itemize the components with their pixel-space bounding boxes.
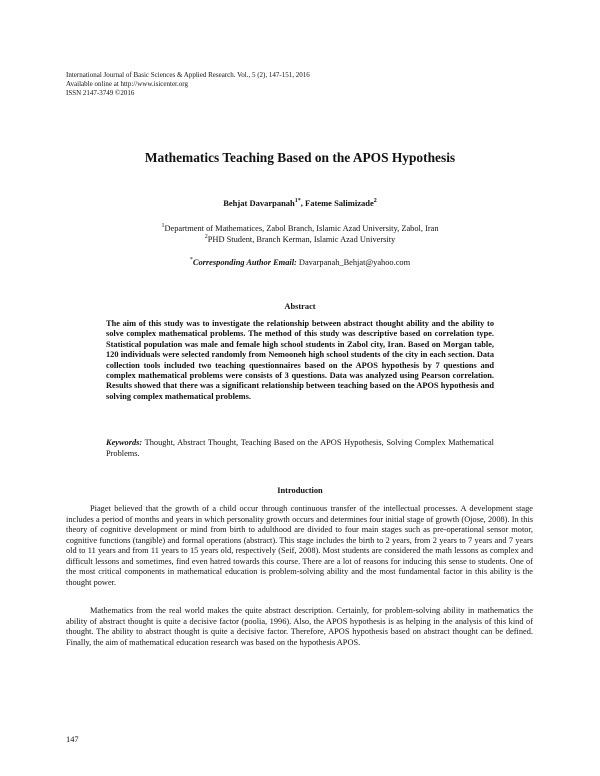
author-1-name: Behjat Davarpanah bbox=[223, 198, 295, 208]
paper-title: Mathematics Teaching Based on the APOS Hypothesis bbox=[144, 150, 456, 165]
page-number: 147 bbox=[66, 735, 79, 744]
keywords-text: Thought, Abstract Thought, Teaching Based on the APOS Hypothesis, Solving Complex Mathematical Problems. bbox=[106, 438, 494, 458]
keywords-label: Keywords: bbox=[106, 438, 143, 447]
affiliation-2-text: PHD Student, Branch Kerman, Islamic Azad University bbox=[207, 235, 396, 244]
affiliation-2 bbox=[0, 234, 600, 245]
keywords bbox=[106, 437, 494, 459]
corresponding-sup: * bbox=[189, 257, 193, 264]
affiliations bbox=[0, 223, 600, 245]
introduction-section-1 bbox=[66, 504, 533, 588]
introduction-paragraph-2: Mathematics from the real world makes the quite abstract description. Certainly, for problem-solving ability in mathematics the ability of abstract thought is quite a decisive factor (poolia, 1996). Also, the APOS hypothesis is as helping in the analysis of this kind of thought. The ability to abstract thought is quite a decisive factor. Therefore, APOS hypothesis based on abstract thought can be defined. Finally, the aim of mathematical education research was based on the hypothesis APOS. bbox=[66, 606, 533, 647]
corresponding-label: Corresponding Author Email: bbox=[192, 258, 297, 267]
journal-citation: International Journal of Basic Sciences & Applied Research. Vol., 5 (2), 147-151, 2016 bbox=[66, 71, 310, 79]
author-2-name: Fateme Salimizade bbox=[305, 198, 374, 208]
abstract-heading: Abstract bbox=[284, 302, 316, 311]
corresponding-email: Davarpanah_Behjat@yahoo.com bbox=[296, 258, 411, 267]
journal-header bbox=[66, 71, 546, 98]
author-1-sup: 1* bbox=[294, 198, 301, 205]
corresponding-author bbox=[0, 258, 600, 267]
affiliation-1-sup: 1 bbox=[161, 223, 165, 230]
introduction-heading: Introduction bbox=[277, 486, 323, 495]
journal-availability: Available online at http://www.isicenter.org bbox=[66, 80, 188, 88]
author-2-sup: 2 bbox=[373, 198, 377, 205]
affiliation-2-sup: 2 bbox=[204, 234, 208, 241]
introduction-section-2 bbox=[66, 606, 533, 648]
author-separator: , bbox=[300, 198, 306, 208]
affiliation-1 bbox=[0, 223, 600, 234]
journal-issn: ISSN 2147-3749 ©2016 bbox=[66, 89, 135, 97]
introduction-paragraph-1: Piaget believed that the growth of a child occur through continuous transfer of the intellectual processes. A development stage includes a period of months and years in which personality growth occurs and determines four initial stage of growth (Ojose, 2008). In this theory of cognitive development or mind from birth to adulthood are divided to four main stages such as pre-operational sensor motor, cognitive functions (tangible) and formal operations (abstract). This stage includes the birth to 2 years, from 2 years to 7 years and 7 years old to 11 years and from 11 years to 15 years old, respectively (Seif, 2008). Most students are considered the math lessons as complex and difficult lessons and sometimes, find even hatred towards this course. There are a lot of reasons for inducing this sense to students. One of the most critical components in mathematical education is problem-solving ability and the most fundamental factor in this ability is the thought power. bbox=[66, 504, 533, 587]
author-line bbox=[0, 198, 600, 208]
affiliation-1-text: Department of Mathematices, Zabol Branch, Islamic Azad University, Zabol, Iran bbox=[164, 224, 439, 233]
abstract-text: The aim of this study was to investigate the relationship between abstract thought ability and the ability to solve complex mathematical problems. The method of this study was descriptive based on correlation type. Statistical population was male and female high school students in Zabol city, Iran. Based on Morgan table, 120 individuals were selected randomly from Nemooneh high school students of the city in each section. Data collection tools included two teaching questionnaires based on the APOS hypothesis by 7 questions and complex mathematical problems were consists of 3 questions. Data was analyzed using Pearson correlation. Results showed that there was a significant relationship between teaching based on the APOS hypothesis and solving complex mathematical problems. bbox=[106, 319, 494, 401]
